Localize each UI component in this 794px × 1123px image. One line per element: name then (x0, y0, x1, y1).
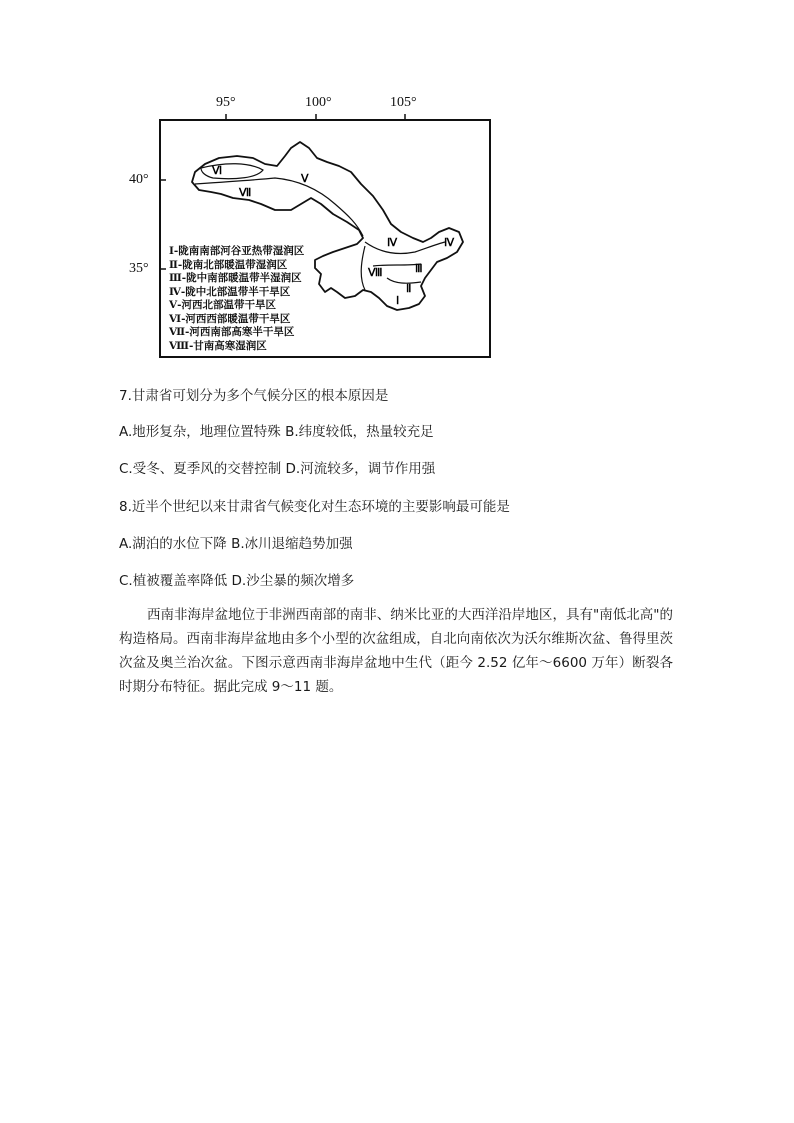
legend-item: Ⅵ-河西西部暖温带干旱区 (169, 312, 291, 325)
map-legend (169, 245, 304, 353)
legend-item: Ⅳ-陇中北部温带半干旱区 (169, 285, 291, 298)
lon-label-95: 95° (216, 95, 236, 110)
question-7-stem: 7.甘肃省可划分为多个气候分区的根本原因是 (119, 388, 389, 404)
zone-label-viii: Ⅷ (368, 267, 383, 279)
question-8-options-cd: C.植被覆盖率降低 D.沙尘暴的频次增多 (119, 573, 355, 589)
zone-label-v: Ⅴ (301, 173, 309, 185)
zone-label-iv-a: Ⅳ (387, 237, 398, 249)
lon-label-105: 105° (390, 95, 417, 110)
zone-label-iii: Ⅲ (415, 263, 423, 275)
zone-line-viii (361, 246, 365, 290)
legend-item: Ⅲ-陇中南部暖温带半湿润区 (169, 272, 302, 284)
zone-label-vi: Ⅵ (212, 165, 223, 177)
legend-item: Ⅱ-陇南北部暖温带湿润区 (169, 258, 288, 271)
zone-line-iv (365, 242, 445, 254)
lat-label-40: 40° (129, 172, 149, 187)
zone-label-i: Ⅰ (396, 295, 400, 307)
zone-line-iii (373, 264, 421, 266)
passage-text: 西南非海岸盆地位于非洲西南部的南非、纳米比亚的大西洋沿岸地区，具有"南低北高"的构造格局。西南非海岸盆地由多个小型的次盆组成，自北向南依次为沃尔维斯次盆、鲁得里茨次盆及奥兰治次盆。下图示意西南非海岸盆地中生代（距今 2.52 亿年～6600 万年）断裂各时期分布特征。据此完成 9～11 题。 (119, 607, 673, 695)
legend-item: Ⅶ-河西南部高寒半干旱区 (169, 326, 295, 338)
legend-item: Ⅷ-甘南高寒湿润区 (169, 339, 267, 352)
zone-label-ii: Ⅱ (406, 283, 412, 295)
zone-label-vii: Ⅶ (239, 187, 252, 199)
zone-line-vi (201, 164, 263, 179)
lon-label-100: 100° (305, 95, 332, 110)
legend-item: Ⅰ-陇南南部河谷亚热带湿润区 (169, 245, 305, 257)
question-8-stem: 8.近半个世纪以来甘肃省气候变化对生态环境的主要影响最可能是 (119, 499, 510, 515)
question-7-options-cd: C.受冬、夏季风的交替控制 D.河流较多，调节作用强 (119, 461, 436, 477)
legend-item: Ⅴ-河西北部温带干旱区 (169, 299, 277, 311)
lat-label-35: 35° (129, 261, 149, 276)
question-7-options-ab: A.地形复杂，地理位置特殊 B.纬度较低，热量较充足 (119, 424, 434, 440)
question-8-options-ab: A.湖泊的水位下降 B.冰川退缩趋势加强 (119, 536, 353, 552)
gansu-climate-map (125, 92, 500, 364)
zone-line-ii (387, 278, 421, 283)
passage-paragraph (119, 603, 673, 699)
zone-label-iv-b: Ⅳ (444, 237, 455, 249)
zone-line-v-vii (195, 178, 363, 236)
